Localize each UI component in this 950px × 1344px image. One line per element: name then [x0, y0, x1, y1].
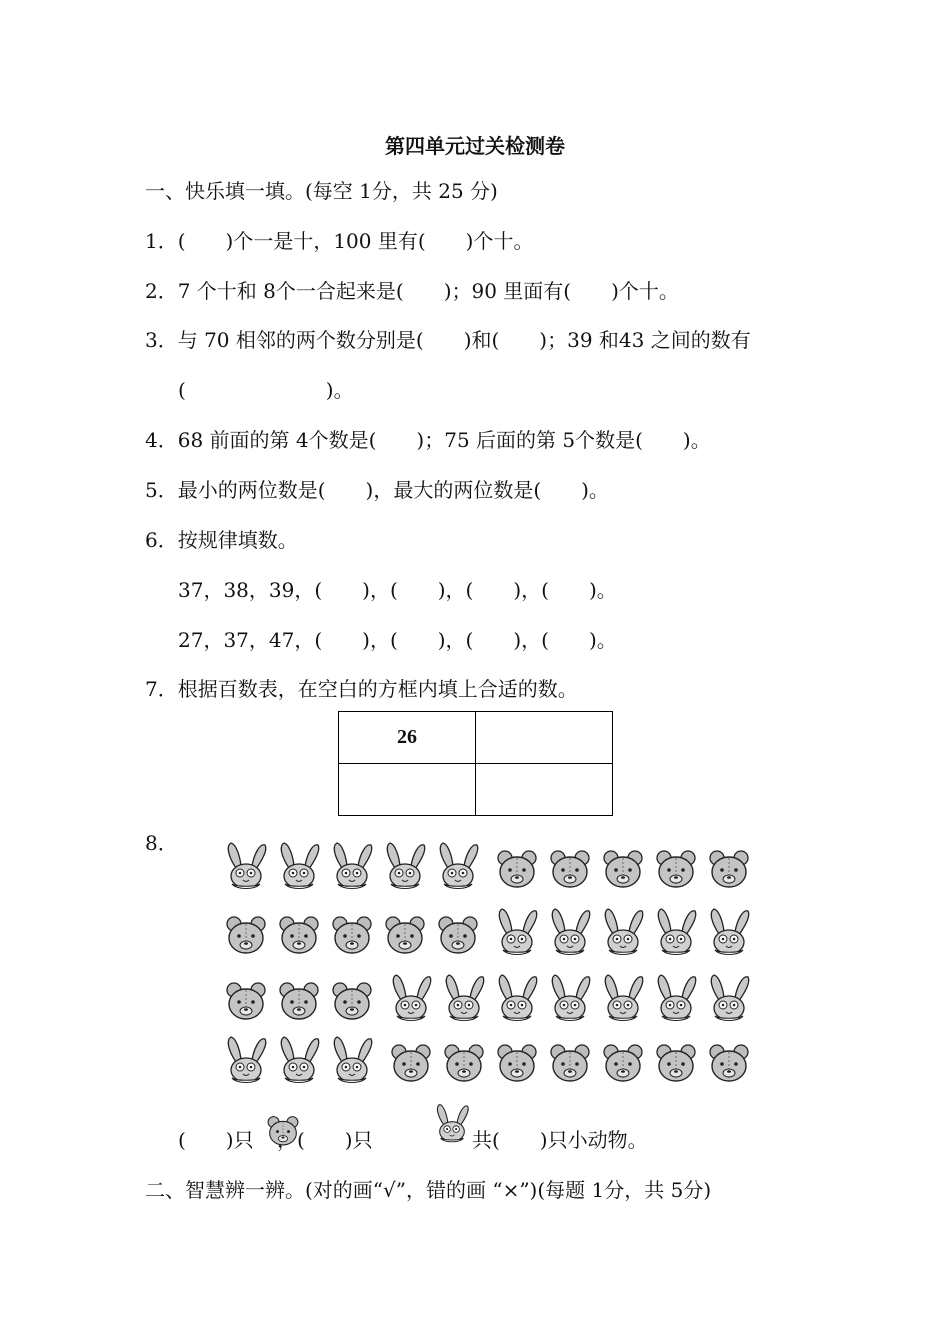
table-cell-blank[interactable] — [339, 764, 476, 816]
question-6-heading: 6．按规律填数。 — [145, 528, 298, 552]
question-5: 5．最小的两位数是( )，最大的两位数是( )。 — [145, 478, 609, 502]
animal-row — [222, 840, 762, 896]
bear-face-icon — [546, 1034, 594, 1090]
section1-heading: 一、快乐填一填。(每空 1分，共 25 分) — [145, 179, 498, 203]
rabbit-face-icon — [275, 1034, 323, 1090]
question-6-sequence-1: 37，38，39，( )，( )，( )，( )。 — [178, 578, 617, 602]
bear-face-icon — [599, 1034, 647, 1090]
bear-face-icon — [493, 840, 541, 896]
question-8-answer-part1: ( )只 — [178, 1128, 254, 1152]
rabbit-face-icon — [705, 972, 753, 1028]
rabbit-face-icon — [705, 906, 753, 962]
rabbit-face-icon — [493, 972, 541, 1028]
question-8-answer-part2: ，( )只 — [277, 1128, 373, 1152]
question-2: 2．7 个十和 8个一合起来是( )；90 里面有( )个十。 — [145, 279, 679, 303]
page-title: 第四单元过关检测卷 — [385, 134, 565, 158]
bear-face-icon — [328, 972, 376, 1028]
rabbit-face-icon — [546, 906, 594, 962]
bear-face-icon — [652, 840, 700, 896]
rabbit-face-icon — [222, 1034, 270, 1090]
bear-face-icon — [705, 1034, 753, 1090]
rabbit-face-icon — [381, 840, 429, 896]
rabbit-face-icon — [275, 840, 323, 896]
animal-picture — [222, 840, 762, 1090]
rabbit-face-icon — [387, 972, 435, 1028]
hundred-chart-table — [338, 711, 613, 816]
rabbit-face-icon — [652, 906, 700, 962]
table-cell-blank[interactable] — [476, 712, 613, 764]
rabbit-face-icon — [546, 972, 594, 1028]
bear-face-icon — [493, 1034, 541, 1090]
question-6-sequence-2: 27，37，47，( )，( )，( )，( )。 — [178, 628, 617, 652]
bear-face-icon — [328, 906, 376, 962]
question-8-number: 8． — [145, 831, 178, 855]
bear-face-icon — [222, 972, 270, 1028]
bear-face-icon — [599, 840, 647, 896]
question-1: 1．( )个一是十，100 里有( )个十。 — [145, 229, 534, 253]
rabbit-face-icon — [328, 1034, 376, 1090]
rabbit-face-icon — [440, 972, 488, 1028]
animal-row — [222, 1034, 762, 1090]
question-4: 4．68 前面的第 4个数是( )；75 后面的第 5个数是( )。 — [145, 428, 711, 452]
bear-face-icon — [546, 840, 594, 896]
bear-face-icon — [434, 906, 482, 962]
rabbit-face-icon — [434, 840, 482, 896]
animal-row — [222, 906, 762, 962]
bear-face-icon — [275, 906, 323, 962]
rabbit-face-icon — [432, 1102, 472, 1148]
bear-face-icon — [222, 906, 270, 962]
animal-row — [222, 972, 762, 1028]
rabbit-face-icon — [328, 840, 376, 896]
question-8-answer-part3: 共( )只小动物。 — [472, 1128, 648, 1152]
bear-face-icon — [652, 1034, 700, 1090]
rabbit-face-icon — [599, 972, 647, 1028]
bear-face-icon — [440, 1034, 488, 1090]
rabbit-face-icon — [652, 972, 700, 1028]
table-cell: 26 — [339, 712, 476, 764]
question-3-line1: 3．与 70 相邻的两个数分别是( )和( )；39 和43 之间的数有 — [145, 328, 751, 352]
rabbit-face-icon — [222, 840, 270, 896]
bear-face-icon — [275, 972, 323, 1028]
bear-face-icon — [381, 906, 429, 962]
section2-heading: 二、智慧辨一辨。(对的画“√”，错的画 “×”)(每题 1分，共 5分) — [145, 1178, 712, 1202]
question-7-heading: 7．根据百数表，在空白的方框内填上合适的数。 — [145, 677, 578, 701]
question-3-line2: ( )。 — [178, 378, 354, 402]
table-cell-blank[interactable] — [476, 764, 613, 816]
rabbit-face-icon — [493, 906, 541, 962]
bear-face-icon — [387, 1034, 435, 1090]
rabbit-face-icon — [599, 906, 647, 962]
bear-face-icon — [705, 840, 753, 896]
